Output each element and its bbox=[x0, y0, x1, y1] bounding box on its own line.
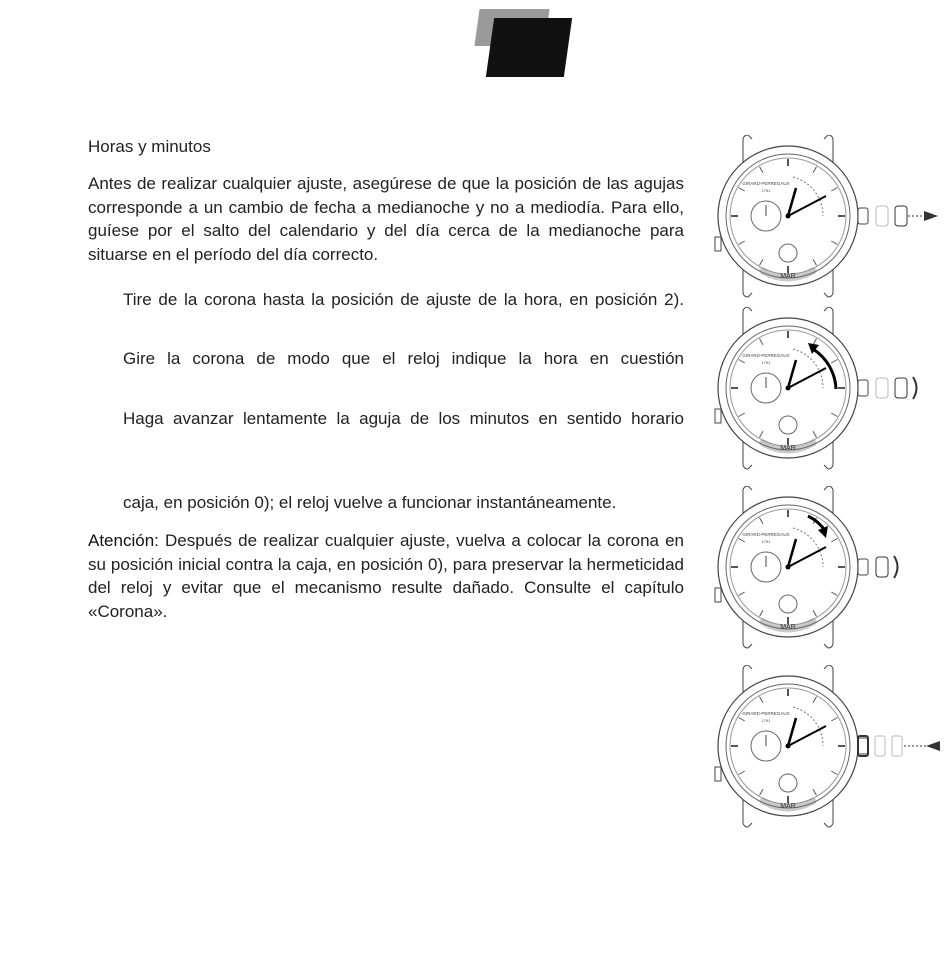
svg-text:MAR: MAR bbox=[780, 803, 796, 810]
svg-text:GIRARD-PERREGAUX: GIRARD-PERREGAUX bbox=[742, 711, 790, 716]
crown-rotate-icon bbox=[876, 556, 898, 578]
svg-text:1791: 1791 bbox=[761, 718, 771, 723]
svg-text:GIRARD-PERREGAUX: GIRARD-PERREGAUX bbox=[742, 532, 790, 537]
svg-text:MAR: MAR bbox=[780, 445, 796, 452]
page-tab bbox=[486, 18, 572, 77]
pull-arrow-icon bbox=[924, 211, 938, 221]
step-4-text: caja, en posición 0); el reloj vuelve a funcionar instantáneamente. bbox=[123, 493, 617, 512]
watch-drawing bbox=[708, 486, 948, 658]
crown-extended-icon bbox=[876, 206, 938, 226]
svg-text:MAR: MAR bbox=[780, 273, 796, 280]
push-arrow-icon bbox=[926, 741, 940, 751]
watch-drawing bbox=[708, 665, 948, 837]
crown-pushed-icon bbox=[858, 736, 940, 756]
warning-text: Después de realizar cualquier ajuste, vuelva a colocar la corona en su posición inicial contra la caja, en posición 0), para preservar la hermeticidad del reloj y evitar que el mecanismo resulte dañado. Consulte el capítulo «Corona». bbox=[88, 531, 684, 621]
section-heading: Horas y minutos bbox=[88, 137, 211, 156]
svg-text:1791: 1791 bbox=[761, 188, 771, 193]
watch-drawing bbox=[708, 307, 948, 479]
svg-text:GIRARD-PERREGAUX: GIRARD-PERREGAUX bbox=[742, 181, 790, 186]
step-2-text: Gire la corona de modo que el reloj indique la hora en cuestión bbox=[123, 349, 684, 368]
svg-text:1791: 1791 bbox=[761, 360, 771, 365]
warning-label: Atención: bbox=[88, 531, 159, 550]
crown-rotate-icon bbox=[876, 377, 917, 399]
svg-text:GIRARD-PERREGAUX: GIRARD-PERREGAUX bbox=[742, 353, 790, 358]
warning-paragraph bbox=[88, 529, 684, 623]
watch-drawing bbox=[708, 135, 948, 307]
step-1-text: Tire de la corona hasta la posición de ajuste de la hora, en posición 2). bbox=[123, 290, 684, 309]
watch-illustration-pull-crown bbox=[708, 135, 948, 307]
step-3-text: Haga avanzar lentamente la aguja de los minutos en sentido horario bbox=[123, 409, 684, 428]
svg-text:MAR: MAR bbox=[780, 624, 796, 631]
svg-text:1791: 1791 bbox=[761, 539, 771, 544]
watch-illustration-set-hour bbox=[708, 307, 948, 479]
watch-illustration-push-crown bbox=[708, 665, 948, 837]
watch-illustration-set-minutes bbox=[708, 486, 948, 658]
intro-paragraph: Antes de realizar cualquier ajuste, asegúrese de que la posición de las agujas corresponde a un cambio de fecha a medianoche y no a mediodía. Para ello, guíese por el salto del calendario y del día cerca de la medianoche para situarse en el período del día correcto. bbox=[88, 174, 684, 264]
